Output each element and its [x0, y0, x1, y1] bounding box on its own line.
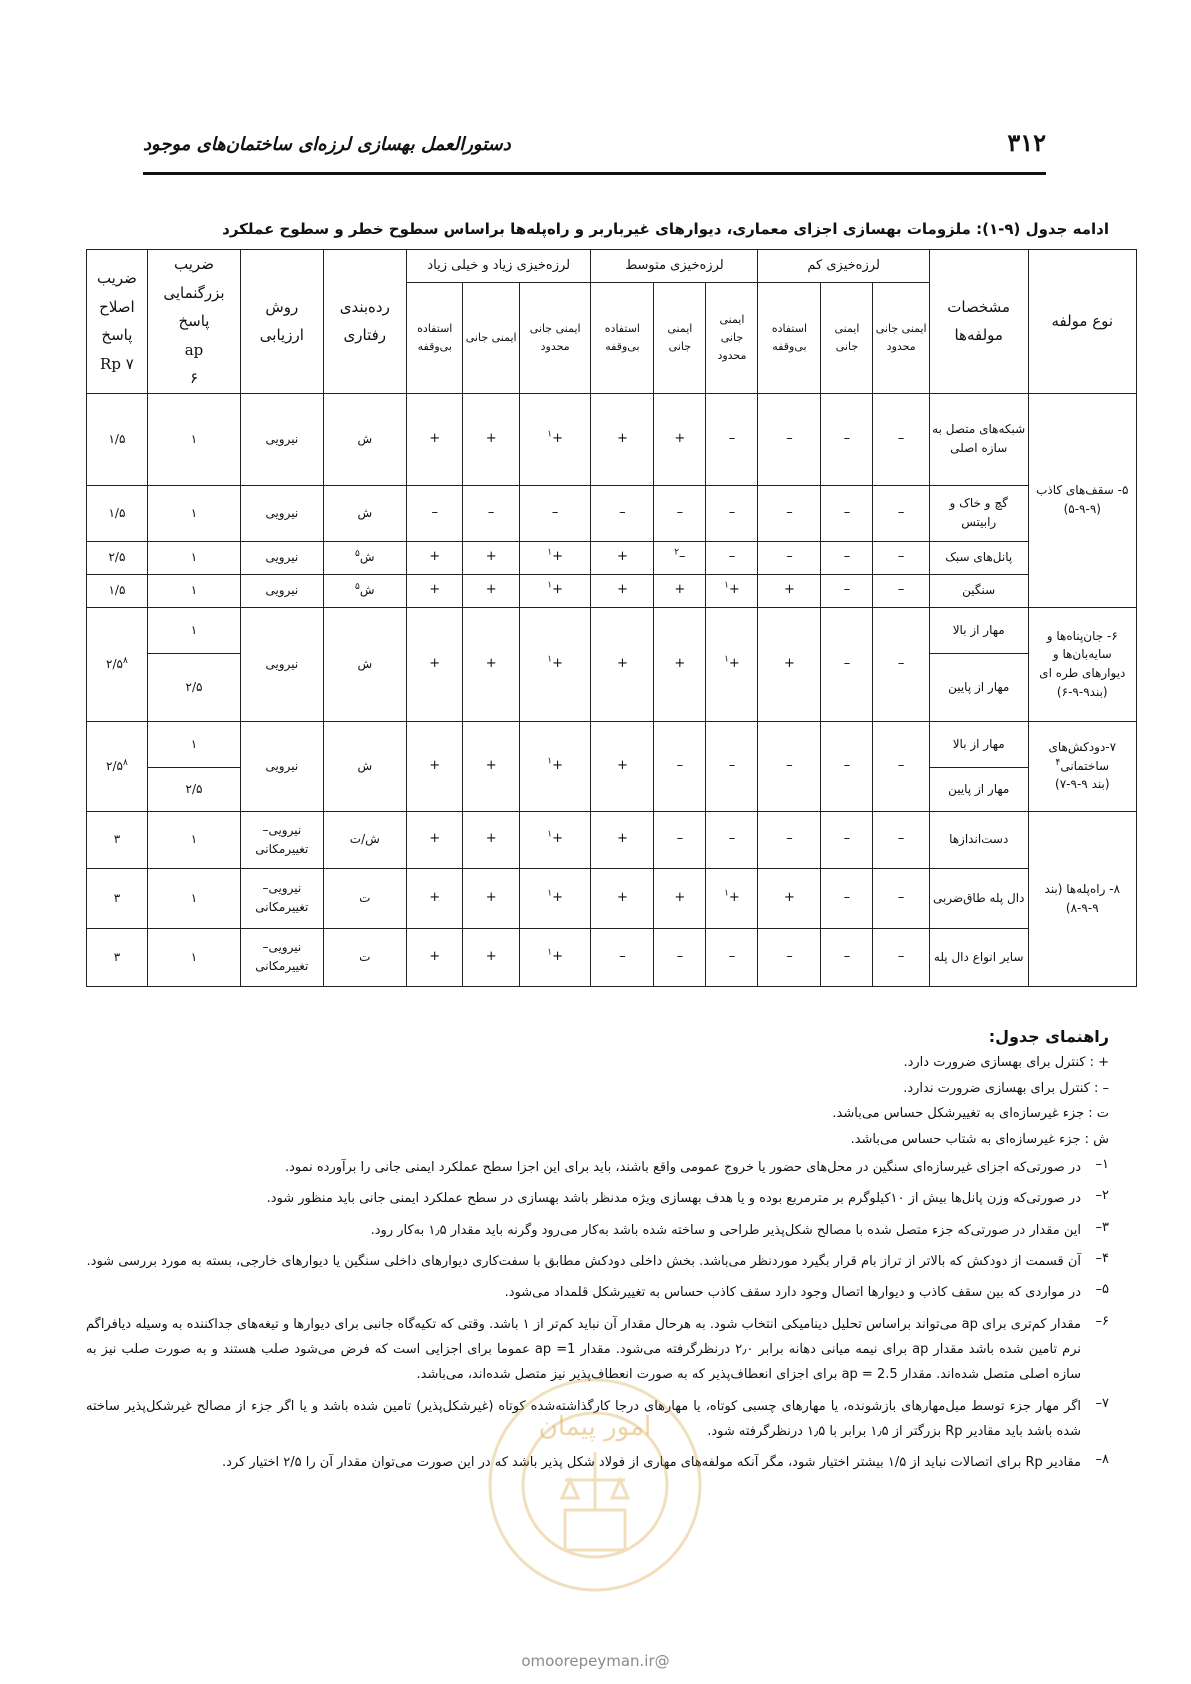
lls-high-cell [519, 393, 591, 485]
table-row [87, 928, 1137, 986]
cell-value: + [552, 582, 564, 598]
group-label: ۷-دودکش‌های ساختمانی [1048, 740, 1117, 773]
method-cell: نیرویی [241, 607, 323, 721]
cell-value: + [728, 655, 740, 671]
note-number: ۴– [1095, 1251, 1109, 1267]
lls-high-cell [519, 541, 591, 574]
footnote-mark: ۱ [547, 830, 553, 841]
io-med-cell: – [591, 485, 654, 541]
ap-cell: ۱ [147, 574, 240, 607]
method-cell: نیرویی– تغییرمکانی [241, 811, 323, 868]
note-text: اگر مهار جزء توسط میل‌مهارهای بازشونده، یا مهارهای چسبی کوتاه، یا مهارهای درجا کارگذاشته‌شده کوتاه (غیرشکل‌پذیر) تامین شده باشد و یا اگر جزء از مصالح غیرشکل‌پذیر ساخته شده باشد باید مقادیر Rp بزرگتر از ۱٫۵ برابر با ۱٫۵ درنظرگرفته شود. [86, 1398, 1081, 1440]
legend-minus: – : کنترل برای بهسازی ضرورت ندارد. [903, 1080, 1109, 1096]
table-row [87, 607, 1137, 653]
method-cell: نیرویی [241, 393, 323, 485]
footnote-mark: ۱ [724, 581, 729, 592]
ls-med-cell: + [654, 868, 706, 928]
table-row [87, 393, 1137, 485]
class-cell: ش [323, 607, 407, 721]
header-high-io: استفاده بی‌وقفه [407, 283, 463, 393]
rp-cell: ۱/۵ [87, 393, 148, 485]
ls-high-cell: + [463, 928, 519, 986]
table-row [87, 541, 1137, 574]
ls-med-cell: – [654, 485, 706, 541]
ls-med-cell [654, 541, 706, 574]
note-text: در صورتی‌که وزن پانل‌ها بیش از ۱۰کیلوگرم بر مترمربع بوده و یا هدف بهسازی ویژه مدنظر باشد بهسازی در سطح عملکرد ایمنی جانی باید منظور شود. [266, 1191, 1081, 1207]
group-chimneys [1028, 721, 1136, 811]
ls-low-cell: – [821, 574, 873, 607]
header-high-ls: ایمنی جانی [463, 283, 519, 393]
footnote-mark: ۱ [724, 654, 729, 665]
note-number: ۶– [1095, 1313, 1109, 1329]
spec-cell: مهار از بالا [929, 607, 1028, 653]
note-number: ۲– [1095, 1188, 1109, 1204]
io-high-cell: + [407, 928, 463, 986]
footnote-mark: ۱ [547, 756, 553, 767]
lls-high-cell: – [519, 485, 591, 541]
ls-high-cell: + [463, 868, 519, 928]
io-high-cell: + [407, 574, 463, 607]
rp-cell [87, 721, 148, 811]
rp-cell: ۳ [87, 868, 148, 928]
ls-high-cell: + [463, 607, 519, 721]
footnote-5 [86, 1280, 1109, 1305]
note-number: ۷– [1095, 1395, 1109, 1411]
class-cell: ت [323, 928, 407, 986]
footnote-mark: ۱ [547, 654, 553, 665]
rp-cell: ۲/۵ [87, 541, 148, 574]
table-row [87, 574, 1137, 607]
guide-title: راهنمای جدول: [988, 1027, 1109, 1046]
io-low-cell: – [758, 928, 821, 986]
footnote-mark: ۱ [547, 429, 553, 440]
mod-coef-label: ضریب اصلاح پاسخ [96, 269, 137, 345]
class-cell [323, 541, 407, 574]
legend-plus: + : کنترل برای بهسازی ضرورت دارد. [903, 1055, 1109, 1070]
lls-med-cell: – [706, 928, 758, 986]
ap-cell: ۱ [147, 868, 240, 928]
header-low-lls: ایمنی جانی محدود [873, 283, 929, 393]
footnote-mark: ۱ [547, 888, 553, 899]
mod-symbol: Rp [100, 354, 121, 373]
amp-symbol: ap [184, 340, 204, 359]
table-row [87, 485, 1137, 541]
rp-cell: ۳ [87, 811, 148, 868]
rp-cell: ۱/۵ [87, 574, 148, 607]
seal-text: امور پیمان [538, 1412, 652, 1442]
lls-low-cell: – [873, 541, 929, 574]
cell-value: + [552, 655, 564, 671]
legend-sh: ش : جزء غیرسازه‌ای به شتاب حساس می‌باشد. [850, 1131, 1109, 1147]
cell-value: + [728, 582, 740, 598]
note-text: این مقدار در صورتی‌که جزء متصل شده با مصالح شکل‌پذیر طراحی و ساخته شده باشد به‌کار می‌رود وگرنه باید مقدار ۱٫۵ به‌کار رود. [370, 1222, 1081, 1238]
header-high-seismicity: لرزه‌خیزی زیاد و خیلی زیاد [407, 250, 591, 283]
header-low-ls: ایمنی جانی [821, 283, 873, 393]
lls-low-cell: – [873, 868, 929, 928]
ap-cell: ۱ [147, 393, 240, 485]
legend-t: ت : جزء غیرسازه‌ای به تغییرشکل حساس می‌باشد. [832, 1106, 1109, 1121]
header-rule [143, 172, 1046, 175]
cell-value: + [552, 757, 564, 773]
io-med-cell: + [591, 393, 654, 485]
io-med-cell: + [591, 811, 654, 868]
note-text: در مواردی که بین سقف کاذب و دیوارها اتصال وجود دارد سقف کاذب حساس به تغییرشکل قلمداد می‌شود. [504, 1285, 1081, 1301]
footnote-mark: ۵ [355, 549, 360, 560]
footnote-mark: ۱ [547, 581, 553, 592]
ls-med-cell: – [654, 928, 706, 986]
io-high-cell: + [407, 607, 463, 721]
table-row [87, 721, 1137, 767]
lls-low-cell: – [873, 928, 929, 986]
note-number: ۸– [1095, 1452, 1109, 1468]
mod-note: ۷ [125, 354, 134, 373]
amp-coef-label: ضریب بزرگنمایی پاسخ [163, 255, 225, 330]
method-cell: نیرویی [241, 574, 323, 607]
lls-high-cell [519, 811, 591, 868]
ls-high-cell: + [463, 721, 519, 811]
ls-med-cell: + [654, 607, 706, 721]
header-eval-method: روش ارزیابی [241, 250, 323, 394]
rp-cell [87, 607, 148, 721]
ls-high-cell: + [463, 574, 519, 607]
lls-med-cell: – [706, 393, 758, 485]
io-high-cell: + [407, 811, 463, 868]
footnote-mark: ۸ [122, 757, 128, 768]
ls-low-cell: – [821, 485, 873, 541]
cell-value: + [552, 948, 564, 964]
io-med-cell: + [591, 868, 654, 928]
header-amp-coef [147, 250, 240, 394]
rp-cell: ۱/۵ [87, 485, 148, 541]
lls-med-cell: – [706, 485, 758, 541]
io-high-cell: + [407, 868, 463, 928]
spec-cell: پانل‌های سبک [929, 541, 1028, 574]
lls-low-cell: – [873, 811, 929, 868]
table-row [87, 868, 1137, 928]
class-cell [323, 574, 407, 607]
method-cell: نیرویی– تغییرمکانی [241, 928, 323, 986]
io-low-cell: – [758, 811, 821, 868]
io-low-cell: + [758, 868, 821, 928]
lls-low-cell: – [873, 721, 929, 811]
ap-cell: ۱ [147, 485, 240, 541]
class-cell: ش [323, 721, 407, 811]
io-med-cell: – [591, 928, 654, 986]
method-cell: نیرویی [241, 721, 323, 811]
note-number: ۳– [1095, 1219, 1109, 1235]
ls-low-cell: – [821, 811, 873, 868]
footnote-4 [86, 1249, 1109, 1274]
footnote-mark: ۱ [547, 548, 553, 559]
class-cell: ت [323, 868, 407, 928]
cell-value: ش [359, 550, 375, 565]
ls-high-cell: – [463, 485, 519, 541]
ap-cell: ۲/۵ [147, 653, 240, 721]
method-cell: نیرویی– تغییرمکانی [241, 868, 323, 928]
lls-med-cell [706, 574, 758, 607]
footnote-mark: ۲ [674, 548, 680, 559]
cell-value: + [552, 889, 564, 905]
group-ref: (بند ۹-۹-۷) [1055, 777, 1110, 792]
ls-med-cell: + [654, 393, 706, 485]
lls-high-cell [519, 721, 591, 811]
ap-cell: ۱ [147, 721, 240, 767]
header-med-ls: ایمنی جانی [654, 283, 706, 393]
io-med-cell: + [591, 541, 654, 574]
ap-cell: ۱ [147, 541, 240, 574]
io-med-cell: + [591, 607, 654, 721]
io-low-cell: – [758, 721, 821, 811]
note-text: مقدار کم‌تری برای ap می‌تواند براساس تحلیل دینامیکی انتخاب شود. به هرحال مقدار آن نباید کم‌تر از ۱ باشد. وقتی که تکیه‌گاه جانبی برای دیوارها و تیغه‌های جداکننده به وسیله دیافراگم نرم تامین شده باشد مقدار ap برای نیمه میانی دهانه برابر ۲٫۰ درنظرگرفته می‌شود. مقدار ap =1 عموما برای اجزایی است که فرض می‌شود صلب هستند و به صورت صلب نیز به سازه اصلی متصل شده‌اند. مقدار ap = 2.5 برای اجزای انعطاف‌پذیر که به صورت انعطاف‌پذیر نیز متصل شده‌اند، می‌باشد. [86, 1316, 1081, 1383]
header-behavior-class: رده‌بندی رفتاری [323, 250, 407, 394]
spec-cell: سنگین [929, 574, 1028, 607]
spec-cell: مهار از پایین [929, 653, 1028, 721]
ls-low-cell: – [821, 928, 873, 986]
header-low-io: استفاده بی‌وقفه [758, 283, 821, 393]
io-high-cell: + [407, 541, 463, 574]
io-low-cell: – [758, 485, 821, 541]
ap-cell: ۱ [147, 607, 240, 653]
note-text: در صورتی‌که اجزای غیرسازه‌ای سنگین در محل‌های حضور یا خروج عمومی واقع باشند، باید برای این اجزا سطح عملکرد ایمنی جانی را برآورده نمود. [284, 1160, 1081, 1175]
group-ceilings: ۵- سقف‌های کاذب (۹-۹-۵) [1028, 393, 1136, 607]
lls-low-cell: – [873, 607, 929, 721]
ls-high-cell: + [463, 811, 519, 868]
spec-cell: مهار از بالا [929, 721, 1028, 767]
note-number: ۱– [1095, 1157, 1109, 1172]
header-med-io: استفاده بی‌وقفه [591, 283, 654, 393]
lls-high-cell [519, 928, 591, 986]
class-cell: ش [323, 485, 407, 541]
cell-value: ش [359, 583, 375, 598]
ls-low-cell: – [821, 868, 873, 928]
footnote-mark: ۸ [122, 655, 128, 666]
lls-low-cell: – [873, 574, 929, 607]
io-med-cell: + [591, 574, 654, 607]
ap-cell: ۱ [147, 811, 240, 868]
io-low-cell: + [758, 607, 821, 721]
ls-low-cell: – [821, 607, 873, 721]
amp-note: ۶ [189, 369, 198, 387]
rp-cell: ۳ [87, 928, 148, 986]
ap-cell: ۲/۵ [147, 767, 240, 811]
page-header [143, 128, 1046, 172]
footnote-3 [86, 1218, 1109, 1243]
book-title: دستورالعمل بهسازی لرزه‌ای ساختمان‌های موجود [143, 134, 511, 155]
cell-value: + [552, 831, 564, 847]
note-text: مقادیر Rp برای اتصالات نباید از ۱/۵ بیشتر اختیار شود، مگر آنکه مولفه‌های مهاری از فولاد شکل پذیر باشد که در این صورت می‌توان مقدار آن را ۲/۵ اختیار کرد. [222, 1455, 1081, 1471]
ls-low-cell: – [821, 541, 873, 574]
io-high-cell: + [407, 393, 463, 485]
cell-value: ۲/۵ [106, 656, 123, 671]
lls-low-cell: – [873, 393, 929, 485]
lls-high-cell [519, 574, 591, 607]
cell-value: – [679, 549, 686, 565]
footnote-mark: ۴ [1055, 757, 1061, 768]
spec-cell: مهار از پایین [929, 767, 1028, 811]
table-row [87, 811, 1137, 868]
spec-cell: گچ و خاک و رابیتس [929, 485, 1028, 541]
method-cell: نیرویی [241, 485, 323, 541]
watermark-url: @omoorepeyman.ir [521, 1652, 670, 1670]
ls-low-cell: – [821, 721, 873, 811]
class-cell: ش [323, 393, 407, 485]
lls-med-cell [706, 868, 758, 928]
method-cell: نیرویی [241, 541, 323, 574]
class-cell: ش/ت [323, 811, 407, 868]
header-low-seismicity: لرزه‌خیزی کم [758, 250, 929, 283]
lls-med-cell: – [706, 541, 758, 574]
cell-value: + [552, 430, 564, 446]
io-low-cell: – [758, 393, 821, 485]
footnote-mark: ۱ [724, 888, 729, 899]
note-text: آن قسمت از دودکش که بالاتر از تراز بام قرار بگیرد موردنظر می‌باشد. بخش داخلی دودکش مطابق با سفت‌کاری دیوارهای داخلی سنگین یا دیوارهای خارجی، بسته به مورد بررسی شود. [86, 1254, 1081, 1270]
ls-high-cell: + [463, 393, 519, 485]
note-number: ۵– [1095, 1282, 1109, 1298]
ls-med-cell: + [654, 574, 706, 607]
footnote-2 [86, 1186, 1109, 1211]
header-component-spec: مشخصات مولفه‌ها [929, 250, 1028, 394]
lls-med-cell [706, 607, 758, 721]
io-high-cell: + [407, 721, 463, 811]
requirements-table [86, 249, 1137, 987]
cell-value: + [552, 549, 564, 565]
header-medium-seismicity: لرزه‌خیزی متوسط [591, 250, 758, 283]
seal-grid [565, 1510, 625, 1550]
ls-high-cell: + [463, 541, 519, 574]
footnote-mark: ۱ [547, 947, 553, 958]
lls-high-cell [519, 868, 591, 928]
ls-med-cell: – [654, 721, 706, 811]
cell-value: + [728, 889, 740, 905]
lls-low-cell: – [873, 485, 929, 541]
footnote-mark: ۵ [355, 582, 360, 593]
lls-high-cell [519, 607, 591, 721]
ls-low-cell: – [821, 393, 873, 485]
table-caption: ادامه جدول (۹-۱): ملزومات بهسازی اجزای معماری، دیوارهای غیرباربر و راه‌پله‌ها براساس سطوح خطر و سطوح عملکرد [222, 220, 1109, 238]
header-component-type: نوع مولفه [1028, 250, 1136, 394]
header-high-lls: ایمنی جانی محدود [519, 283, 591, 393]
group-canopies: ۶- جان‌پناه‌ها و سایه‌بان‌ها و دیوارهای طره ای (بند۹-۹-۶) [1028, 607, 1136, 721]
io-med-cell: + [591, 721, 654, 811]
spec-cell: دست‌اندازها [929, 811, 1028, 868]
spec-cell: شبکه‌های متصل به سازه اصلی [929, 393, 1028, 485]
header-med-lls: ایمنی جانی محدود [706, 283, 758, 393]
spec-cell: دال پله طاق‌ضربی [929, 868, 1028, 928]
io-high-cell: – [407, 485, 463, 541]
cell-value: ۲/۵ [106, 758, 123, 773]
seal-scale [562, 1452, 628, 1510]
watermark-seal [470, 1360, 720, 1610]
lls-med-cell: – [706, 721, 758, 811]
page-number: ۳۱۲ [1007, 128, 1046, 157]
io-low-cell: + [758, 574, 821, 607]
header-mod-coef [87, 250, 148, 394]
ls-med-cell: – [654, 811, 706, 868]
group-stairs: ۸- راه‌پله‌ها (بند ۹-۹-۸) [1028, 811, 1136, 986]
io-low-cell: – [758, 541, 821, 574]
ap-cell: ۱ [147, 928, 240, 986]
spec-cell: سایر انواع دال پله [929, 928, 1028, 986]
lls-med-cell: – [706, 811, 758, 868]
footnote-1 [86, 1155, 1109, 1180]
